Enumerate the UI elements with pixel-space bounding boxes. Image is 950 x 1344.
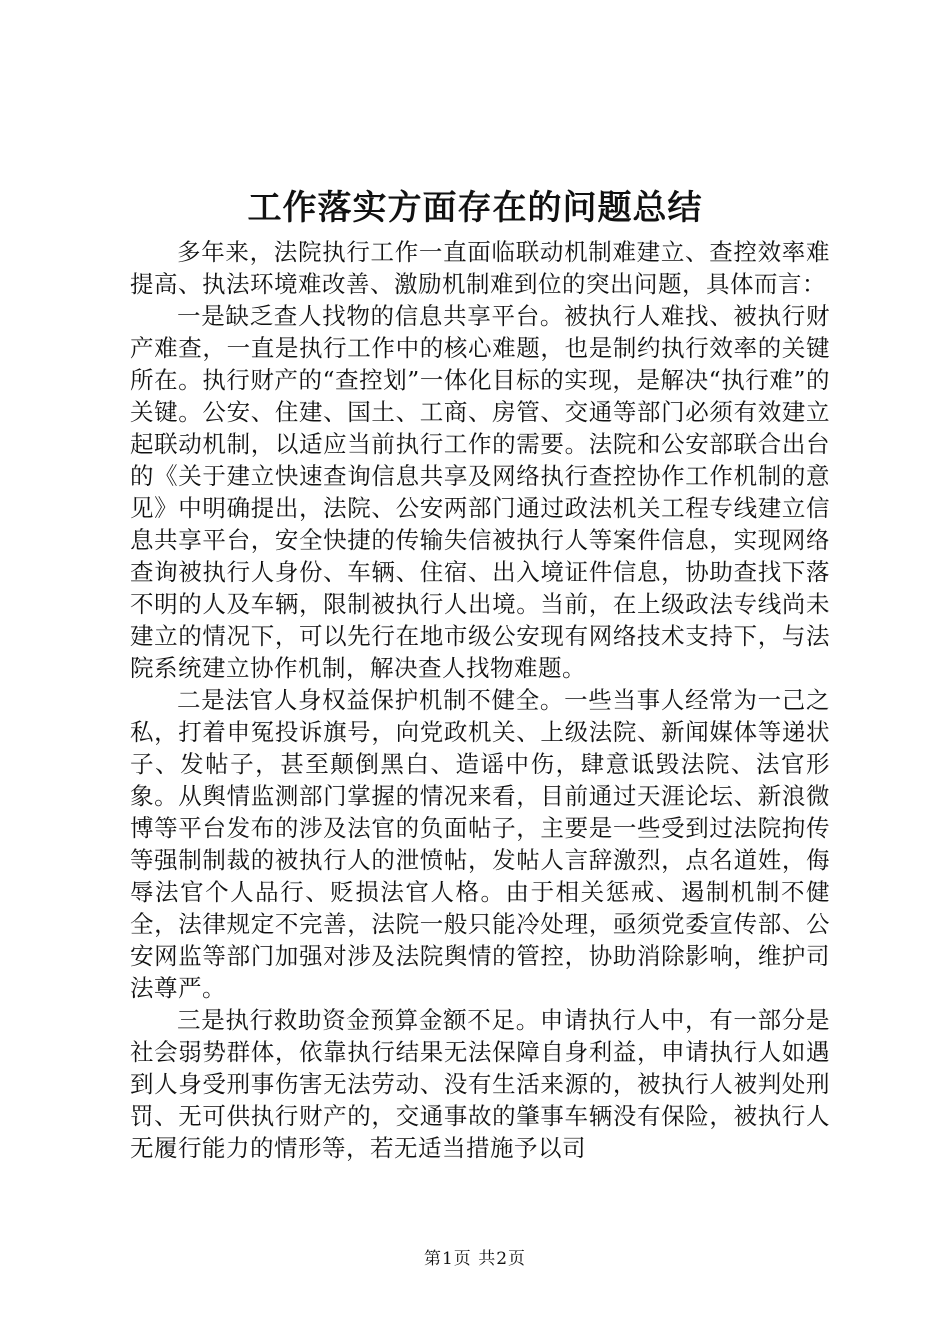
paragraph-point-three: 三是执行救助资金预算金额不足。申请执行人中，有一部分是社会弱势群体，依靠执行结果无法保障自身利益，申请执行人如遇到人身受刑事伤害无法劳动、没有生活来源的，被执行人被判处刑罚、无可供执行财产的，交通事故的肇事车辆没有保险，被执行人无履行能力的情形等，若无适当措施予以司 (130, 1006, 830, 1162)
document-title: 工作落实方面存在的问题总结 (247, 188, 703, 228)
paragraph-point-two: 二是法官人身权益保护机制不健全。一些当事人经常为一己之私，打着申冤投诉旗号，向党政机关、上级法院、新闻媒体等递状子、发帖子，甚至颠倒黑白、造谣中伤，肆意诋毁法院、法官形象。从舆情监测部门掌握的情况来看，目前通过天涯论坛、新浪微博等平台发布的涉及法官的负面帖子，主要是一些受到过法院拘传等强制制裁的被执行人的泄愤帖，发帖人言辞激烈，点名道姓，侮辱法官个人品行、贬损法官人格。由于相关惩戒、遏制机制不健全，法律规定不完善，法院一般只能冷处理，亟须党委宣传部、公安网监等部门加强对涉及法院舆情的管控，协助消除影响，维护司法尊严。 (130, 686, 830, 1002)
paragraph-intro: 多年来，法院执行工作一直面临联动机制难建立、查控效率难提高、执法环境难改善、激励机制难到位的突出问题，具体而言： (130, 238, 830, 298)
paragraph-point-one: 一是缺乏查人找物的信息共享平台。被执行人难找、被执行财产难查，一直是执行工作中的核心难题，也是制约执行效率的关键所在。执行财产的“查控划”一体化目标的实现，是解决“执行难”的关键。公安、住建、国土、工商、房管、交通等部门必须有效建立起联动机制，以适应当前执行工作的需要。法院和公安部联合出台的《关于建立快速查询信息共享及网络执行查控协作工作机制的意见》中明确提出，法院、公安两部门通过政法机关工程专线建立信息共享平台，安全快捷的传输失信被执行人等案件信息，实现网络查询被执行人身份、车辆、住宿、出入境证件信息，协助查找下落不明的人及车辆，限制被执行人出境。当前，在上级政法专线尚未建立的情况下，可以先行在地市级公安现有网络技术支持下，与法院系统建立协作机制，解决查人找物难题。 (130, 302, 830, 682)
document-body (130, 236, 830, 1164)
page-number-footer: 第1页 共2页 (423, 1249, 527, 1269)
